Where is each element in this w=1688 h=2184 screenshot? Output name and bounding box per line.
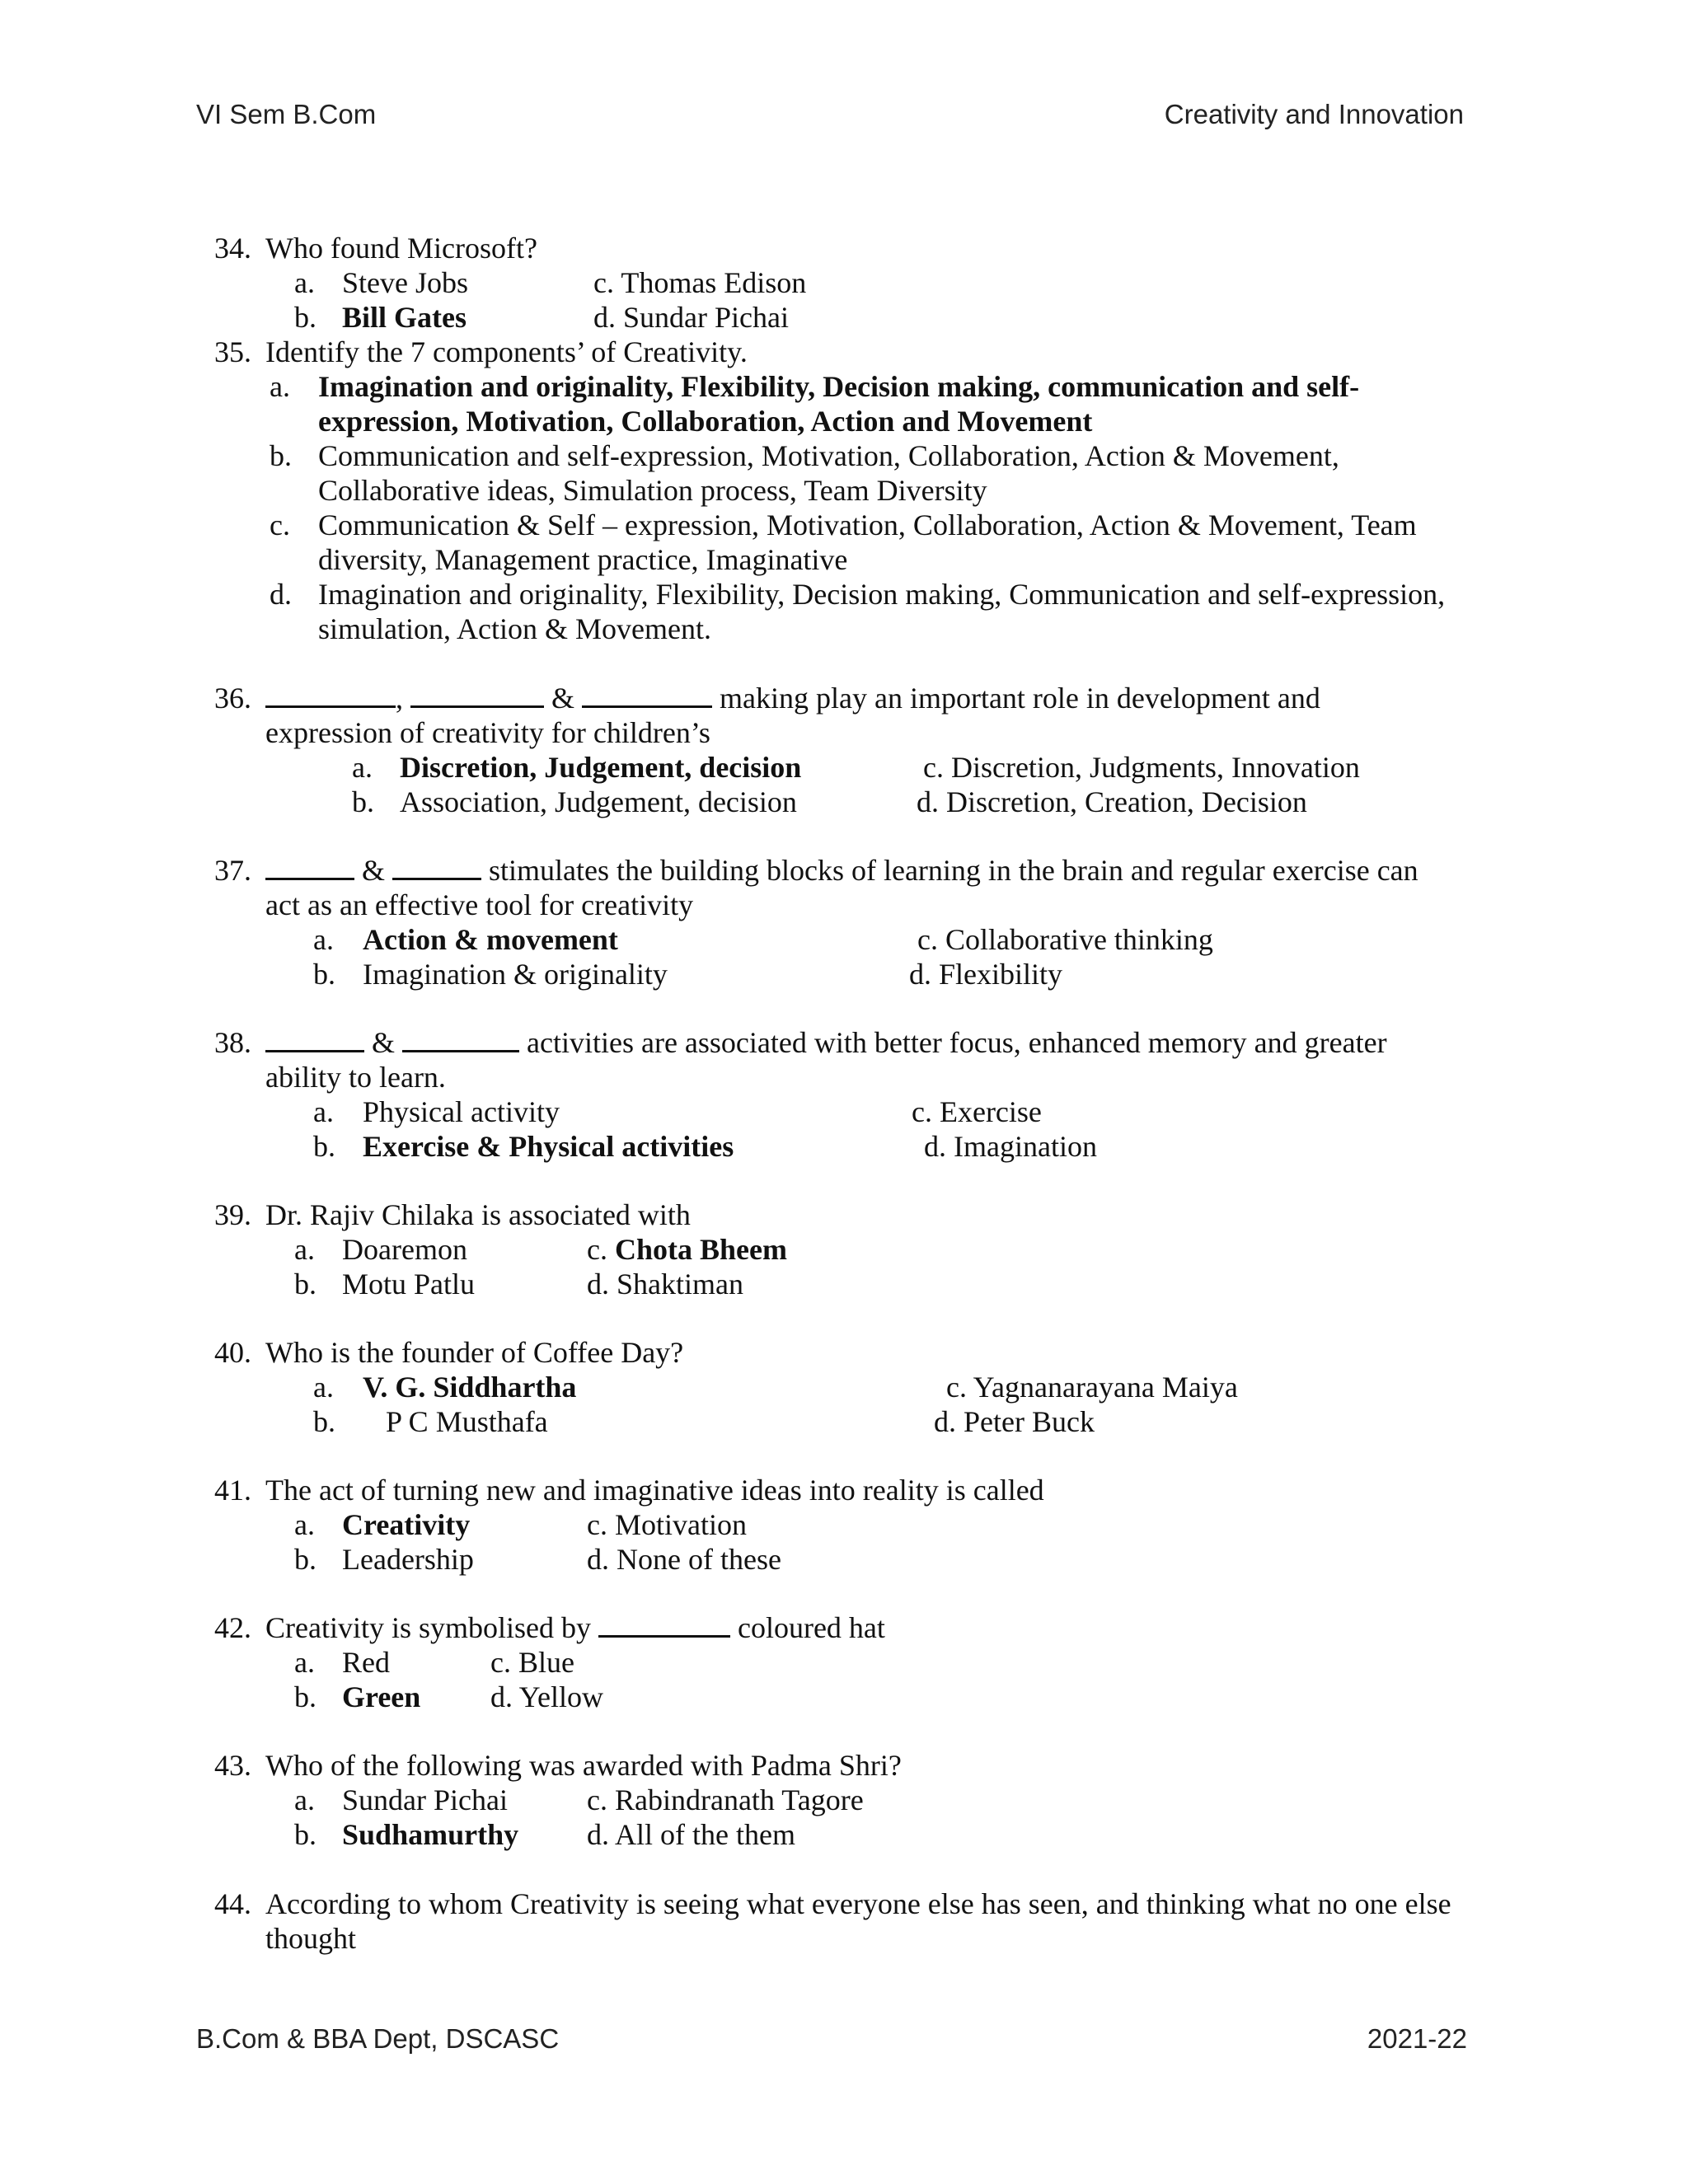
- option-b-answer: Sudhamurthy: [342, 1818, 519, 1851]
- option-c: c. Collaborative thinking: [917, 923, 1213, 956]
- question-text: Dr. Rajiv Chilaka is associated with: [265, 1198, 691, 1231]
- option-d: d. Shaktiman: [587, 1268, 743, 1301]
- option-b-answer: Bill Gates: [342, 301, 467, 334]
- question-text-tail: coloured hat: [737, 1611, 885, 1644]
- question-number: 36.: [214, 682, 251, 715]
- option-b-answer: Green: [342, 1680, 421, 1713]
- option-d: d. Peter Buck: [934, 1405, 1095, 1438]
- option-a: Red: [342, 1646, 390, 1679]
- question-text: Who found Microsoft?: [265, 232, 537, 265]
- option-letter: b.: [313, 958, 335, 991]
- option-letter: a.: [294, 1646, 315, 1679]
- option-a-answer-line1: Imagination and originality, Flexibility, Decision making, communication and self-: [318, 370, 1360, 403]
- option-letter: b.: [313, 1130, 335, 1163]
- question-text: [265, 681, 1320, 715]
- question-number: 39.: [214, 1198, 251, 1231]
- question-text-tail: stimulates the building blocks of learning in the brain and regular exercise can: [489, 854, 1418, 887]
- option-a: Doaremon: [342, 1233, 467, 1266]
- option-a-answer: V. G. Siddhartha: [363, 1371, 577, 1404]
- question-text-line2: act as an effective tool for creativity: [265, 888, 694, 921]
- option-d: d. All of the them: [587, 1818, 795, 1851]
- footer-department: B.Com & BBA Dept, DSCASC: [196, 2023, 560, 2054]
- question-text-line2: expression of creativity for children’s: [265, 716, 710, 749]
- option-letter: b.: [294, 1543, 316, 1576]
- option-b: Imagination & originality: [363, 958, 668, 991]
- question-number: 42.: [214, 1611, 251, 1644]
- option-letter: b.: [294, 1268, 316, 1301]
- option-letter: b.: [294, 1818, 316, 1851]
- option-letter: b.: [313, 1405, 335, 1438]
- ampersand: &: [372, 1026, 396, 1059]
- option-d: d. Imagination: [924, 1130, 1097, 1163]
- option-a-answer: Discretion, Judgement, decision: [400, 751, 802, 784]
- question-text-line2: ability to learn.: [265, 1061, 446, 1094]
- answer-blank: [598, 1610, 730, 1638]
- option-a-answer: Action & movement: [363, 923, 618, 956]
- option-letter: b.: [294, 1680, 316, 1713]
- option-letter: a.: [313, 1371, 334, 1404]
- option-d-line2: simulation, Action & Movement.: [318, 612, 711, 645]
- option-b: Association, Judgement, decision: [400, 785, 797, 818]
- option-b-line2: Collaborative ideas, Simulation process, Team Diversity: [318, 474, 987, 507]
- option-c-answer: [587, 1232, 787, 1267]
- comma: ,: [396, 682, 403, 715]
- question-text-line2: thought: [265, 1922, 357, 1955]
- question-number: 41.: [214, 1474, 251, 1507]
- option-c: c. Rabindranath Tagore: [587, 1783, 864, 1816]
- option-letter: a.: [294, 1783, 315, 1816]
- option-c: c. Blue: [490, 1646, 574, 1679]
- option-a-answer: Creativity: [342, 1508, 471, 1541]
- option-c: c. Yagnanarayana Maiya: [946, 1371, 1238, 1404]
- option-a: Steve Jobs: [342, 266, 468, 299]
- ampersand: &: [362, 854, 386, 887]
- option-letter: a.: [294, 266, 315, 299]
- question-number: 44.: [214, 1887, 251, 1920]
- question-text-tail: making play an important role in development and: [720, 682, 1320, 715]
- answer-blank: [392, 853, 481, 880]
- option-letter: a.: [313, 923, 334, 956]
- option-d: d. Yellow: [490, 1680, 604, 1713]
- option-b: Leadership: [342, 1543, 474, 1576]
- option-b: Motu Patlu: [342, 1268, 476, 1301]
- option-a-answer-line2: expression, Motivation, Collaboration, Action and Movement: [318, 405, 1093, 438]
- answer-blank: [582, 681, 712, 708]
- option-b-line1: Communication and self-expression, Motivation, Collaboration, Action & Movement,: [318, 439, 1339, 472]
- answer-blank: [265, 1025, 364, 1052]
- option-b: P C Musthafa: [386, 1405, 548, 1438]
- question-number: 35.: [214, 335, 251, 368]
- header-subject: Creativity and Innovation: [1164, 99, 1464, 129]
- ampersand: &: [551, 682, 575, 715]
- option-c: c. Discretion, Judgments, Innovation: [923, 751, 1360, 784]
- answer-blank: [410, 681, 544, 708]
- option-d-line1: Imagination and originality, Flexibility, Decision making, Communication and self-expression,: [318, 578, 1446, 611]
- option-d: d. Sundar Pichai: [593, 301, 789, 334]
- question-text: [265, 853, 1418, 888]
- option-c: c. Thomas Edison: [593, 266, 807, 299]
- question-text-head: Creativity is symbolised by: [265, 1611, 591, 1644]
- option-c-answer-text: Chota Bheem: [614, 1233, 787, 1266]
- answer-blank: [265, 853, 354, 880]
- header-course: VI Sem B.Com: [196, 99, 377, 129]
- option-letter: a.: [313, 1095, 334, 1128]
- question-text: Identify the 7 components’ of Creativity.: [265, 335, 748, 368]
- question-text: [265, 1610, 885, 1645]
- option-a: Physical activity: [363, 1095, 560, 1128]
- option-c: c. Motivation: [587, 1508, 747, 1541]
- option-d: d. Flexibility: [909, 958, 1063, 991]
- option-letter: c.: [270, 509, 290, 541]
- option-d: d. Discretion, Creation, Decision: [917, 785, 1307, 818]
- question-text: The act of turning new and imaginative ideas into reality is called: [265, 1474, 1044, 1507]
- option-letter: b.: [270, 439, 292, 472]
- option-letter: a.: [294, 1508, 315, 1541]
- option-letter: a.: [352, 751, 373, 784]
- option-letter: c.: [587, 1233, 607, 1266]
- option-letter: d.: [270, 578, 292, 611]
- question-text: Who is the founder of Coffee Day?: [265, 1336, 684, 1369]
- question-text: [265, 1025, 1387, 1060]
- question-number: 37.: [214, 854, 251, 887]
- question-number: 40.: [214, 1336, 251, 1369]
- option-b-answer: Exercise & Physical activities: [363, 1130, 734, 1163]
- option-letter: a.: [270, 370, 290, 403]
- question-number: 34.: [214, 232, 251, 265]
- option-c: c. Exercise: [912, 1095, 1042, 1128]
- question-number: 43.: [214, 1749, 251, 1782]
- option-letter: b.: [352, 785, 374, 818]
- option-letter: b.: [294, 301, 316, 334]
- question-number: 38.: [214, 1026, 251, 1059]
- answer-blank: [265, 681, 396, 708]
- option-c-line1: Communication & Self – expression, Motivation, Collaboration, Action & Movement, Team: [318, 509, 1417, 541]
- option-d: d. None of these: [587, 1543, 781, 1576]
- question-text-tail: activities are associated with better focus, enhanced memory and greater: [527, 1026, 1387, 1059]
- option-c-line2: diversity, Management practice, Imaginative: [318, 543, 848, 576]
- question-text-line1: According to whom Creativity is seeing what everyone else has seen, and thinking what no one else: [265, 1887, 1451, 1920]
- option-a: Sundar Pichai: [342, 1783, 508, 1816]
- answer-blank: [402, 1025, 519, 1052]
- question-text: Who of the following was awarded with Padma Shri?: [265, 1749, 902, 1782]
- option-letter: a.: [294, 1233, 315, 1266]
- footer-academic-year: 2021-22: [1367, 2023, 1467, 2054]
